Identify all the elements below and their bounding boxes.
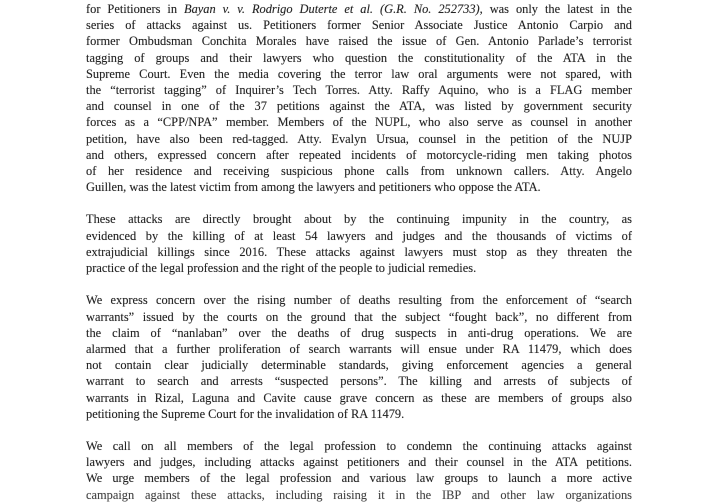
text-line: warrants in Rizal, Laguna and Cavite cause grave concern as these are members of groups also	[86, 390, 632, 405]
text-line: and others, expressed concern after repeated incidents of motorcycle-riding men taking photos	[86, 147, 632, 162]
text-line: practice of the legal profession and the right of the people to judicial remedies.	[86, 261, 477, 275]
text-segment: , was only the latest in the	[479, 2, 632, 16]
text-line: former Ombudsman Conchita Morales have raised the issue of Gen. Antonio Parlade’s terrorist	[86, 34, 632, 49]
text-line: alarmed that a further proliferation of search warrants will ensue under RA 11479, which does	[86, 341, 632, 356]
text-line: the “terrorist tagging” of Inquirer’s Tech Torres. Atty. Raffy Aquino, who is a FLAG member	[86, 82, 632, 97]
text-line: We urge members of the legal profession and various law groups to launch a more active	[86, 471, 632, 486]
case-citation-italic: Bayan v. v. Rodrigo Duterte et al. (G.R. No. 252733)	[184, 2, 480, 16]
text-line: not contain clear judicially determinable standards, giving enforcement agencies a general	[86, 358, 632, 373]
text-line: petition, have also been red-tagged. Atty. Evalyn Ursua, counsel in the petition of the NUJP	[86, 131, 632, 146]
text-line: warrant to search and arrests “suspected persons”. The killing and arrests of subjects of	[86, 374, 632, 389]
text-line: warrants” issued by the courts on the ground that the subject “fought back”, no different from	[86, 309, 632, 324]
paragraph	[86, 211, 632, 276]
text-line: petitioning the Supreme Court for the invalidation of RA 11479.	[86, 406, 405, 421]
text-segment: for Petitioners in	[86, 2, 185, 16]
text-line: and counsel in one of the 37 petitions against the ATA, was listed by government security	[86, 99, 632, 114]
text-line: lawyers and judges, including attacks against petitioners and their counsel in the ATA petitions.	[86, 455, 632, 470]
text-line: We call on all members of the legal profession to condemn the continuing attacks against	[86, 439, 632, 454]
text-line: We express concern over the rising number of deaths resulting from the enforcement of “search	[86, 293, 632, 308]
text-line: Guillen, was the latest victim from among the lawyers and petitioners who oppose the ATA.	[86, 180, 541, 195]
text-line: of her residence and receiving suspicious phone calls from unknown callers. Atty. Angelo	[86, 163, 632, 178]
paragraph	[86, 1, 632, 195]
document-text-block	[86, 1, 632, 502]
text-line: evidenced by the killing of at least 54 lawyers and judges and the thousands of victims of	[86, 228, 632, 243]
text-line: series of attacks against us. Petitioners former Senior Associate Justice Antonio Carpio and	[86, 18, 632, 33]
paragraph	[86, 292, 632, 422]
clipped-text-line: campaign against these attacks, including raising it in the IBP and other law organizations	[86, 487, 632, 502]
text-line: tagging of groups and their lawyers who question the constitutionality of the ATA in the	[86, 50, 632, 65]
text-line	[86, 1, 632, 17]
text-line: Supreme Court. Even the media covering the terror law oral arguments were not spared, with	[86, 66, 632, 81]
text-line: the claim of “nanlaban” over the deaths of drug suspects in anti-drug operations. We are	[86, 325, 632, 340]
paragraph	[86, 438, 632, 502]
text-line: These attacks are directly brought about by the continuing impunity in the country, as	[86, 212, 632, 227]
text-line: extrajudicial killings since 2016. These attacks against lawyers must stop as they threaten the	[86, 244, 632, 259]
text-line: forces as a “CPP/NPA” member. Members of the NUPL, who also serve as counsel in another	[86, 115, 632, 130]
